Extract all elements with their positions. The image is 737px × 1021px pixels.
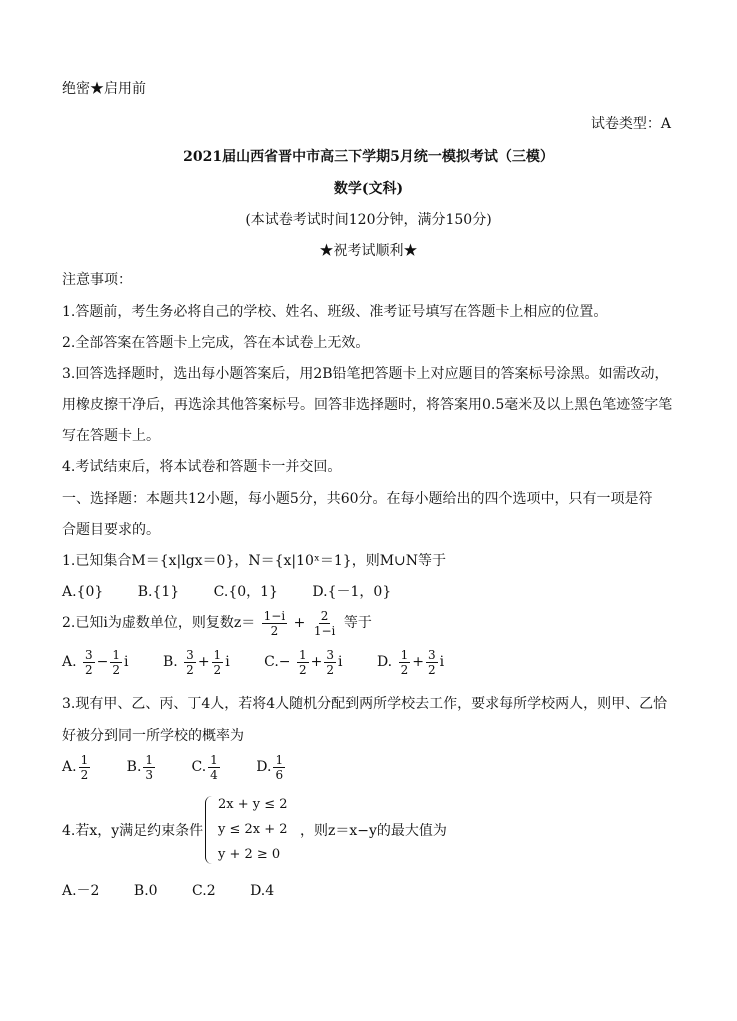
notice-item-3-line-1: 3.回答选择题时，选出每小题答案后，用2B铅笔把答题卡上对应题目的答案标号涂黑。如需改动， <box>62 366 669 382</box>
sign: − <box>278 654 291 670</box>
frac-numerator: 1 <box>298 647 307 662</box>
frac-numerator: 3 <box>427 647 436 662</box>
q4-suffix: ，则z＝x−y的最大值为 <box>300 823 447 839</box>
notice-item-4: 4.考试结束后，将本试卷和答题卡一并交回。 <box>62 459 342 475</box>
frac-denominator: 3 <box>145 767 154 782</box>
q2-option-a-frac-1 <box>83 648 95 677</box>
q2-option-d-label: D. <box>376 654 393 670</box>
q2-option-a-label: A. <box>62 654 77 670</box>
q3-stem-line-1: 3.现有甲、乙、丙、丁4人，若将4人随机分配到两所学校去工作，要求每所学校两人，则甲、乙恰 <box>62 696 668 712</box>
q3-option-b <box>127 752 157 782</box>
q2-prefix: 2.已知i为虚数单位，则复数z＝ <box>62 615 256 631</box>
q2-suffix: 等于 <box>343 615 372 631</box>
notice-heading: 注意事项： <box>62 272 132 288</box>
q2-option-a <box>62 647 129 677</box>
option-fraction <box>79 753 91 782</box>
q1-option-b: B.{1} <box>137 584 180 600</box>
frac-denominator: 2 <box>213 662 222 677</box>
q1-option-a: A.{0} <box>62 584 104 600</box>
option-label: D. <box>256 759 272 775</box>
frac-denominator: 2 <box>427 662 436 677</box>
option-label: C. <box>191 759 207 775</box>
wish-line: ★祝考试顺利★ <box>319 243 418 259</box>
q2-fraction-1-numerator: 1−i <box>263 608 286 623</box>
q2-option-c-frac-2 <box>324 648 336 677</box>
q3-option-d <box>256 752 287 782</box>
q1-option-d: D.{－1，0} <box>312 584 392 600</box>
q2-option-c <box>264 647 342 677</box>
frac-numerator: 1 <box>210 752 218 767</box>
q4-option-d: D.4 <box>250 883 275 899</box>
q2-option-b <box>163 647 230 677</box>
q1-options <box>62 583 421 601</box>
frac-numerator: 1 <box>213 647 222 662</box>
q2-fraction-1 <box>262 609 288 638</box>
imaginary-unit: i <box>225 654 230 670</box>
q2-option-a-frac-2 <box>110 648 122 677</box>
q2-option-d-frac-1 <box>399 648 411 677</box>
frac-numerator: 1 <box>80 752 89 767</box>
imaginary-unit: i <box>439 654 445 670</box>
q2-options <box>62 647 474 677</box>
q3-option-a <box>62 752 92 782</box>
option-fraction <box>143 753 155 782</box>
time-note: (本试卷考试时间120分钟，满分150分) <box>245 212 492 228</box>
notice-item-3-line-3: 写在答题卡上。 <box>62 428 160 444</box>
imaginary-unit: i <box>124 654 129 670</box>
frac-denominator: 6 <box>275 767 284 782</box>
q2-fraction-2-numerator: 2 <box>320 608 329 623</box>
q2-option-b-label: B. <box>162 654 178 670</box>
q2-option-b-frac-2 <box>212 648 224 677</box>
frac-denominator: 2 <box>400 662 409 677</box>
page-title: 2021届山西省晋中市高三下学期5月统一模拟考试（三模） <box>183 149 554 165</box>
frac-denominator: 4 <box>210 767 218 782</box>
option-fraction <box>208 753 220 782</box>
q4-option-b: B.0 <box>133 883 158 899</box>
q2-fraction-1-denominator: 2 <box>270 623 279 638</box>
imaginary-unit: i <box>338 654 343 670</box>
q4-options <box>62 882 304 900</box>
frac-numerator: 3 <box>326 647 334 662</box>
confidential-mark: 绝密★启用前 <box>62 81 146 97</box>
frac-numerator: 1 <box>400 647 409 662</box>
q4-constraint-3: y + 2 ≥ 0 <box>218 847 281 862</box>
q4-option-c: C.2 <box>192 883 216 899</box>
q2-fraction-2 <box>312 609 338 638</box>
q2-option-d-frac-2 <box>426 648 438 677</box>
q4-option-a: A.－2 <box>62 883 100 899</box>
section-1-line-1: 一、选择题：本题共12小题，每小题5分，共60分。在每小题给出的四个选项中，只有一项是符 <box>62 491 653 507</box>
q1-stem: 1.已知集合M＝{x|lgx＝0}，N＝{x|10ˣ＝1}，则M∪N等于 <box>62 553 447 569</box>
option-fraction <box>273 753 285 782</box>
frac-numerator: 3 <box>85 647 93 662</box>
q2-stem <box>62 608 372 638</box>
q2-plus: + <box>293 615 306 631</box>
frac-numerator: 1 <box>112 647 121 662</box>
q3-option-c <box>192 752 222 782</box>
frac-denominator: 2 <box>298 662 307 677</box>
operator: + <box>412 654 424 670</box>
option-label: A. <box>62 759 77 775</box>
frac-denominator: 2 <box>85 662 93 677</box>
q2-option-b-frac-1 <box>184 648 196 677</box>
q3-stem-line-2: 好被分到同一所学校的概率为 <box>62 728 244 744</box>
frac-numerator: 1 <box>275 752 284 767</box>
frac-numerator: 3 <box>186 647 194 662</box>
q2-option-c-frac-1 <box>297 648 309 677</box>
operator: + <box>310 654 323 670</box>
constraint-brace <box>205 796 212 864</box>
subject-title: 数学(文科) <box>333 181 404 197</box>
frac-denominator: 2 <box>186 662 194 677</box>
q2-option-c-label: C. <box>264 654 279 670</box>
section-1-line-2: 合题目要求的。 <box>62 522 160 538</box>
q3-options <box>62 752 317 782</box>
frac-denominator: 2 <box>112 662 121 677</box>
operator: + <box>197 654 210 670</box>
frac-numerator: 1 <box>145 752 154 767</box>
frac-denominator: 2 <box>80 767 89 782</box>
q2-option-d <box>377 647 444 677</box>
q4-prefix: 4.若x，y满足约束条件 <box>62 823 204 839</box>
notice-item-2: 2.全部答案在答题卡上完成，答在本试卷上无效。 <box>62 335 370 351</box>
notice-item-1: 1.答题前，考生务必将自己的学校、姓名、班级、准考证号填写在答题卡上相应的位置。 <box>62 304 608 320</box>
paper-type: 试卷类型：A <box>590 116 671 132</box>
option-label: B. <box>126 759 142 775</box>
q2-fraction-2-denominator: 1−i <box>313 623 336 638</box>
notice-item-3-line-2: 用橡皮擦干净后，再选涂其他答案标号。回答非选择题时，将答案用0.5毫米及以上黑色笔迹签字笔 <box>62 397 673 413</box>
q1-option-c: C.{0，1} <box>213 584 278 600</box>
q4-constraint-1: 2x + y ≤ 2 <box>218 797 288 812</box>
frac-denominator: 2 <box>326 662 334 677</box>
q4-constraint-2: y ≤ 2x + 2 <box>218 822 288 837</box>
operator: − <box>96 654 109 670</box>
